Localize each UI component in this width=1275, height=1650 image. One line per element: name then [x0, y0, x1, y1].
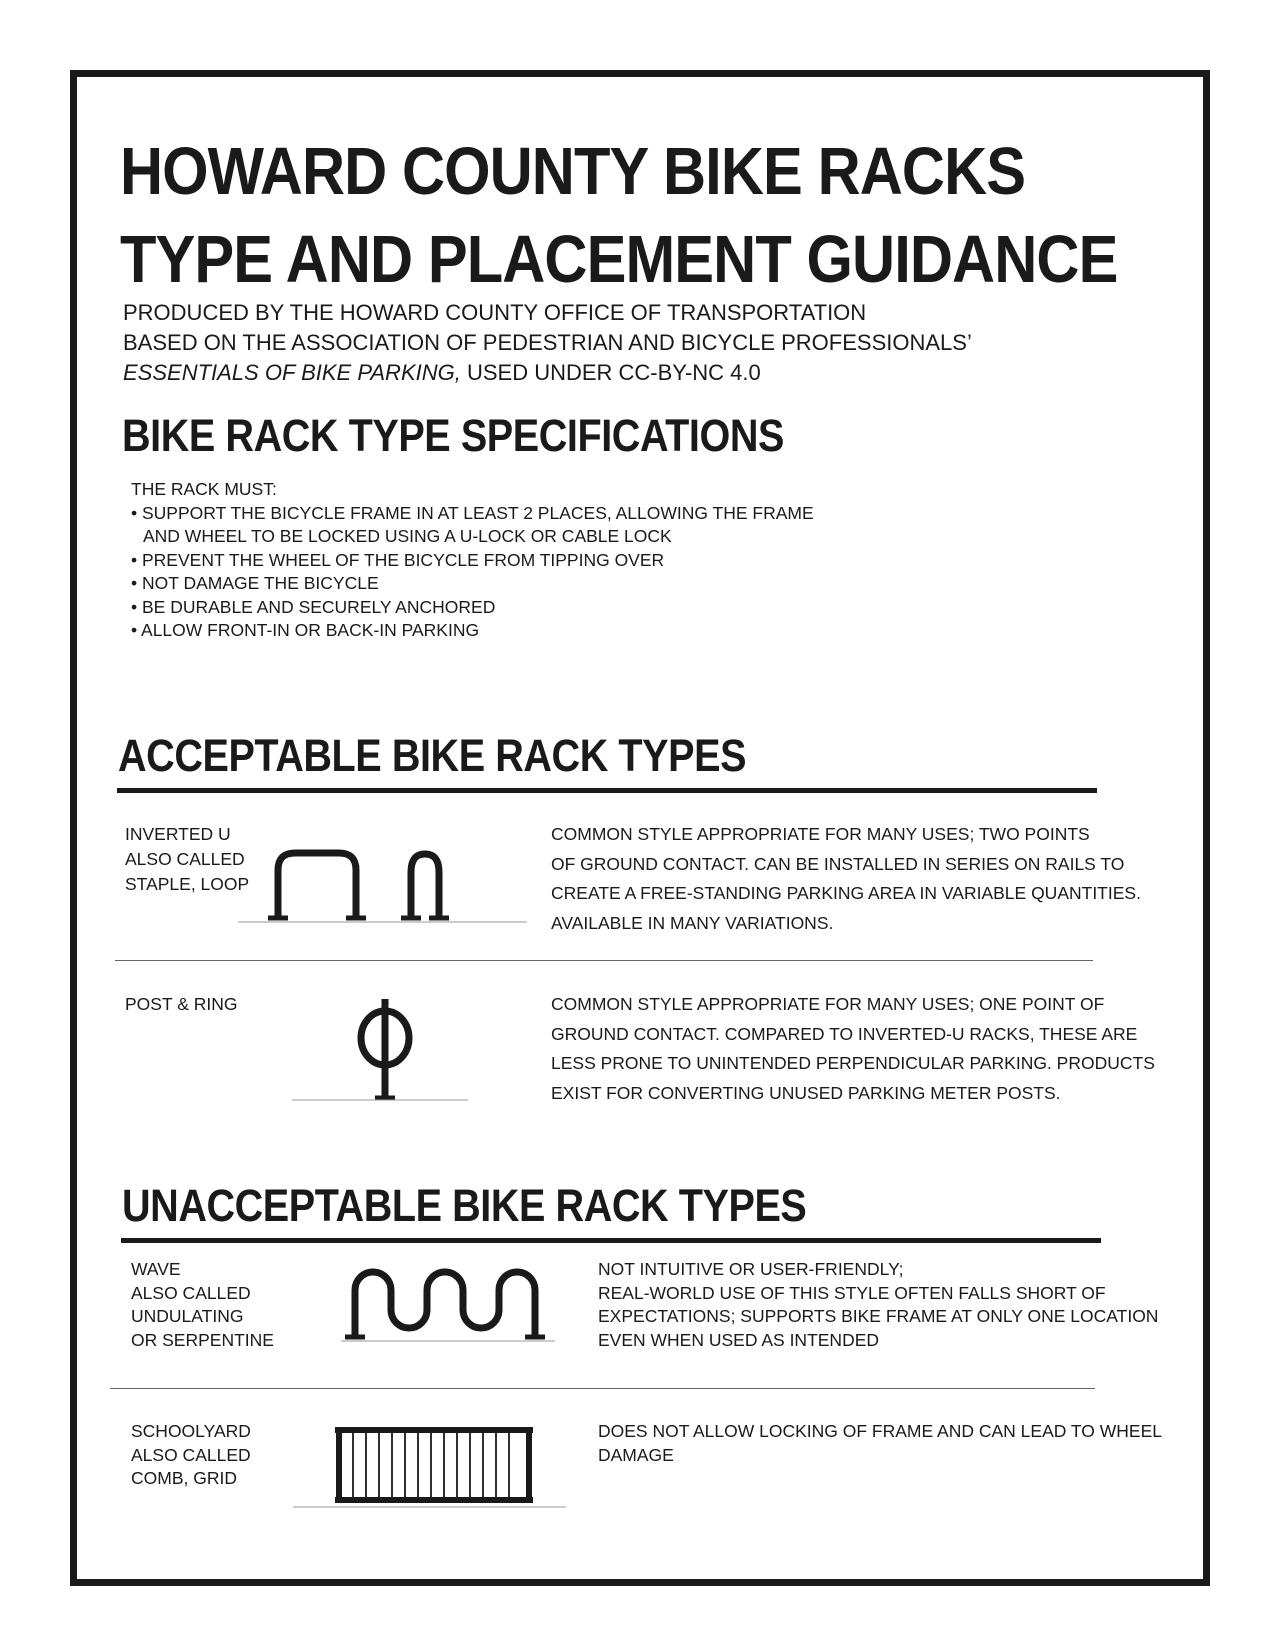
rack-name: WAVE: [131, 1259, 181, 1279]
subtitle-line-1: PRODUCED BY THE HOWARD COUNTY OFFICE OF TRANSPORTATION: [123, 300, 867, 325]
wave-rack-icon: [345, 1260, 560, 1345]
post-and-ring-label: [125, 992, 237, 1017]
description-line: GROUND CONTACT. COMPARED TO INVERTED-U RACKS, THESE ARE: [551, 1023, 1138, 1044]
post-and-ring-rack-icon: [290, 995, 470, 1105]
page-title: [120, 128, 1118, 304]
spec-item: • SUPPORT THE BICYCLE FRAME IN AT LEAST 2 PLACES, ALLOWING THE FRAME: [131, 502, 814, 523]
license-text: USED UNDER CC-BY-NC 4.0: [460, 360, 761, 385]
description-line: DOES NOT ALLOW LOCKING OF FRAME AND CAN LEAD TO WHEEL: [598, 1421, 1163, 1441]
description-line: LESS PRONE TO UNINTENDED PERPENDICULAR PARKING. PRODUCTS: [551, 1053, 1155, 1073]
description-line: EXPECTATIONS; SUPPORTS BIKE FRAME AT ONLY ONE LOCATION: [598, 1306, 1159, 1326]
acceptable-heading: ACCEPTABLE BIKE RACK TYPES: [118, 730, 747, 781]
rack-alias-intro: ALSO CALLED: [125, 849, 245, 869]
rack-aliases: OR SERPENTINE: [131, 1329, 274, 1350]
description-line: REAL-WORLD USE OF THIS STYLE OFTEN FALLS SHORT OF: [598, 1282, 1106, 1303]
specifications-list: [131, 478, 814, 643]
spec-item: • BE DURABLE AND SECURELY ANCHORED: [131, 596, 496, 617]
inverted-u-rack-icon: [235, 840, 535, 925]
subtitle: [123, 298, 972, 388]
rack-name: SCHOOLYARD: [131, 1421, 251, 1441]
page-title-line-1: HOWARD COUNTY BIKE RACKS: [120, 134, 1026, 209]
schoolyard-label: [131, 1420, 251, 1491]
description-line: EXIST FOR CONVERTING UNUSED PARKING METER POSTS.: [551, 1082, 1061, 1103]
inverted-u-label: [125, 822, 249, 897]
specifications-heading: BIKE RACK TYPE SPECIFICATIONS: [122, 410, 784, 461]
page-title-line-2: TYPE AND PLACEMENT GUIDANCE: [120, 222, 1118, 297]
rack-name: POST & RING: [125, 994, 238, 1014]
rack-aliases: COMB, GRID: [131, 1468, 237, 1488]
schoolyard-description: [598, 1420, 1162, 1467]
unacceptable-heading: UNACCEPTABLE BIKE RACK TYPES: [122, 1180, 807, 1231]
rack-aliases: STAPLE, LOOP: [125, 874, 250, 894]
spec-item: AND WHEEL TO BE LOCKED USING A U-LOCK OR CABLE LOCK: [143, 526, 672, 546]
post-and-ring-description: [551, 990, 1155, 1108]
description-line: DAMAGE: [598, 1444, 674, 1465]
wave-label: [131, 1258, 274, 1352]
rack-alias-intro: ALSO CALLED: [131, 1444, 251, 1465]
unacceptable-heading-rule: [121, 1238, 1101, 1243]
rack-aliases: UNDULATING: [131, 1306, 244, 1326]
spec-item: • NOT DAMAGE THE BICYCLE: [131, 573, 379, 593]
subtitle-line-2: BASED ON THE ASSOCIATION OF PEDESTRIAN AND BICYCLE PROFESSIONALS’: [123, 330, 972, 355]
wave-description: [598, 1258, 1158, 1352]
acceptable-heading-rule: [117, 788, 1097, 793]
inverted-u-description: [551, 820, 1141, 938]
description-line: NOT INTUITIVE OR USER-FRIENDLY;: [598, 1259, 904, 1279]
description-line: COMMON STYLE APPROPRIATE FOR MANY USES; TWO POINTS: [551, 824, 1090, 844]
spec-item: • PREVENT THE WHEEL OF THE BICYCLE FROM TIPPING OVER: [131, 549, 665, 570]
description-line: EVEN WHEN USED AS INTENDED: [598, 1329, 880, 1350]
rack-name: INVERTED U: [125, 824, 231, 844]
description-line: CREATE A FREE-STANDING PARKING AREA IN VARIABLE QUANTITIES.: [551, 883, 1141, 903]
rack-alias-intro: ALSO CALLED: [131, 1282, 251, 1303]
publication-title: ESSENTIALS OF BIKE PARKING,: [123, 360, 461, 385]
subtitle-line-3: [123, 358, 972, 388]
description-line: AVAILABLE IN MANY VARIATIONS.: [551, 912, 834, 933]
spec-item: • ALLOW FRONT-IN OR BACK-IN PARKING: [131, 620, 480, 640]
specifications-intro: THE RACK MUST:: [131, 479, 277, 499]
row-divider: [110, 1388, 1095, 1389]
schoolyard-rack-icon: [295, 1423, 570, 1513]
description-line: OF GROUND CONTACT. CAN BE INSTALLED IN SERIES ON RAILS TO: [551, 853, 1125, 874]
description-line: COMMON STYLE APPROPRIATE FOR MANY USES; ONE POINT OF: [551, 994, 1105, 1014]
row-divider: [115, 960, 1093, 961]
